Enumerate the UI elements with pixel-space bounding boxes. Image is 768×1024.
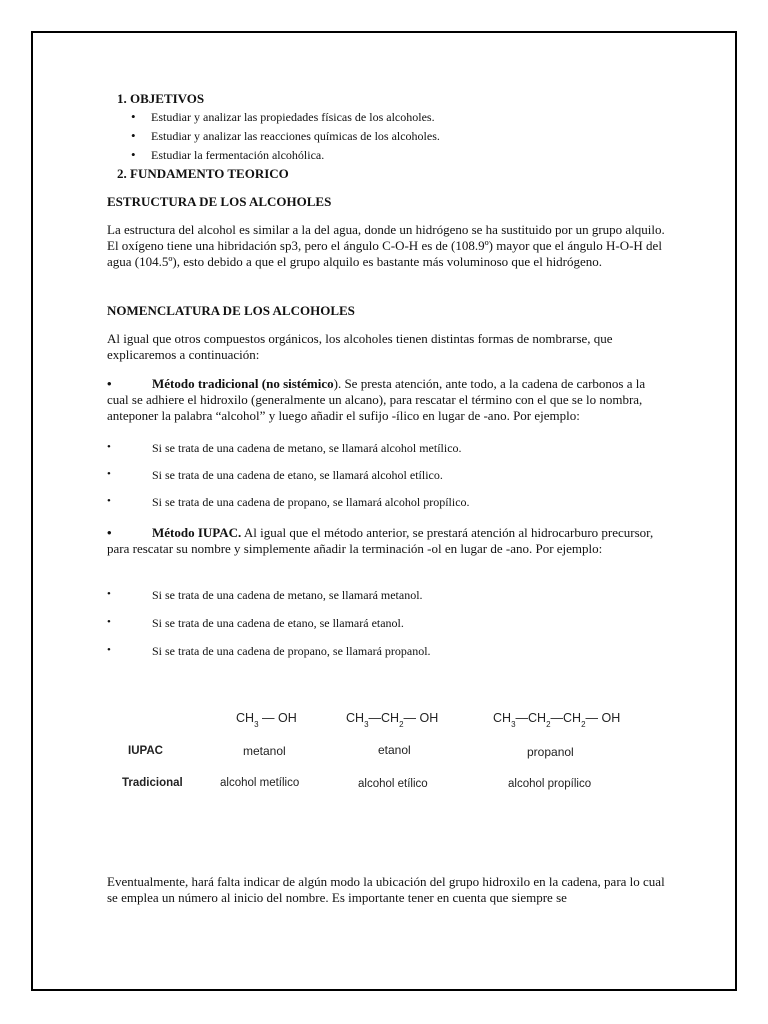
subscript: 3 bbox=[364, 720, 369, 729]
tradicional-example: Si se trata de una cadena de propano, se llamará alcohol propílico. bbox=[152, 495, 470, 509]
bullet-icon: • bbox=[107, 525, 112, 540]
iupac-name: propanol bbox=[527, 745, 574, 759]
bullet-icon: • bbox=[107, 644, 111, 656]
bullet-icon: • bbox=[107, 616, 111, 628]
subscript: 3 bbox=[254, 720, 259, 729]
traditional-name: alcohol etílico bbox=[358, 778, 428, 790]
subscript: 3 bbox=[511, 720, 516, 729]
subscript: 2 bbox=[581, 720, 586, 729]
row-label-tradicional: Tradicional bbox=[122, 777, 183, 789]
bond-line: — bbox=[550, 711, 564, 725]
iupac-title: Método IUPAC. bbox=[152, 525, 242, 540]
formula-propanol bbox=[493, 711, 621, 729]
iupac-example: Si se trata de una cadena de propano, se llamará propanol. bbox=[152, 644, 431, 658]
bond-line: — bbox=[368, 711, 382, 725]
objective-item: Estudiar y analizar las propiedades físicas de los alcoholes. bbox=[151, 110, 435, 124]
bond-line: — bbox=[585, 711, 602, 725]
tradicional-title: Método tradicional (no sistémico bbox=[152, 376, 334, 391]
ch-group: CH bbox=[493, 711, 512, 725]
bullet-icon: • bbox=[131, 147, 136, 162]
bullet-icon: • bbox=[131, 128, 136, 143]
objectives-heading: 1. OBJETIVOS bbox=[117, 91, 205, 106]
oh-group: OH bbox=[601, 711, 621, 725]
tradicional-text: ). Se presta atención, ante todo, a la cadena de carbonos a la cual se adhiere el hidroxilo (generalmente un alcano), para rescatar el término con el que se lo nombra, anteponer la palabra “alcohol” y luego añadir el sufijo -ílico en lugar de -ano. Por ejemplo: bbox=[107, 376, 646, 423]
bond-line: — bbox=[403, 711, 420, 725]
subscript: 2 bbox=[399, 720, 404, 729]
objective-item: Estudiar la fermentación alcohólica. bbox=[151, 148, 325, 162]
bullet-icon: • bbox=[107, 441, 111, 453]
objective-item: Estudiar y analizar las reacciones químicas de los alcoholes. bbox=[151, 129, 440, 143]
subscript: 2 bbox=[546, 720, 551, 729]
closing-paragraph: Eventualmente, hará falta indicar de algún modo la ubicación del grupo hidroxilo en la cadena, para lo cual se emplea un número al inicio del nombre. Es importante tener en cuenta que siempre se bbox=[107, 874, 665, 905]
estructura-paragraph: La estructura del alcohol es similar a la del agua, donde un hidrógeno se ha sustituido por un grupo alquilo. El oxígeno tiene una hibridación sp3, pero el ángulo C-O-H es de (108.9º) mayor que el ángulo H-O-H del agua (104.5º), esto debido a que el grupo alquilo es bastante más voluminoso que el hidrógeno. bbox=[107, 222, 665, 269]
tradicional-example: Si se trata de una cadena de etano, se llamará alcohol etílico. bbox=[152, 468, 443, 482]
ch-group: CH bbox=[236, 711, 255, 725]
iupac-example: Si se trata de una cadena de metano, se llamará metanol. bbox=[152, 588, 423, 602]
traditional-name: alcohol metílico bbox=[220, 777, 300, 789]
formula-etanol bbox=[346, 711, 439, 729]
estructura-heading: ESTRUCTURA DE LOS ALCOHOLES bbox=[107, 194, 332, 209]
fundamento-heading: 2. FUNDAMENTO TEORICO bbox=[117, 166, 289, 181]
bullet-icon: • bbox=[107, 468, 111, 480]
oh-group: OH bbox=[277, 711, 297, 725]
bullet-icon: • bbox=[107, 588, 111, 600]
tradicional-example: Si se trata de una cadena de metano, se llamará alcohol metílico. bbox=[152, 441, 462, 455]
iupac-text: Al igual que el método anterior, se prestará atención al hidrocarburo precursor, para rescatar su nombre y simplemente añadir la terminación -ol en lugar de -ano. Por ejemplo: bbox=[107, 525, 654, 556]
ch-group: CH bbox=[346, 711, 365, 725]
bond-line: — bbox=[258, 711, 278, 725]
tradicional-paragraph bbox=[107, 376, 667, 424]
traditional-name: alcohol propílico bbox=[508, 778, 592, 790]
row-label-iupac: IUPAC bbox=[128, 745, 163, 757]
iupac-example: Si se trata de una cadena de etano, se llamará etanol. bbox=[152, 616, 404, 630]
bond-line: — bbox=[515, 711, 529, 725]
ch-group: CH bbox=[381, 711, 400, 725]
ch-group: CH bbox=[563, 711, 582, 725]
formula-metanol bbox=[236, 711, 297, 729]
bullet-icon: • bbox=[131, 109, 136, 124]
bullet-icon: • bbox=[107, 376, 112, 391]
nomenclatura-heading: NOMENCLATURA DE LOS ALCOHOLES bbox=[107, 303, 355, 318]
oh-group: OH bbox=[419, 711, 439, 725]
nomenclatura-intro: Al igual que otros compuestos orgánicos, los alcoholes tienen distintas formas de nombrarse, que explicaremos a continuación: bbox=[107, 331, 613, 362]
iupac-paragraph bbox=[107, 525, 667, 557]
iupac-name: metanol bbox=[243, 744, 286, 758]
ch-group: CH bbox=[528, 711, 547, 725]
iupac-name: etanol bbox=[378, 743, 411, 757]
bullet-icon: • bbox=[107, 495, 111, 507]
